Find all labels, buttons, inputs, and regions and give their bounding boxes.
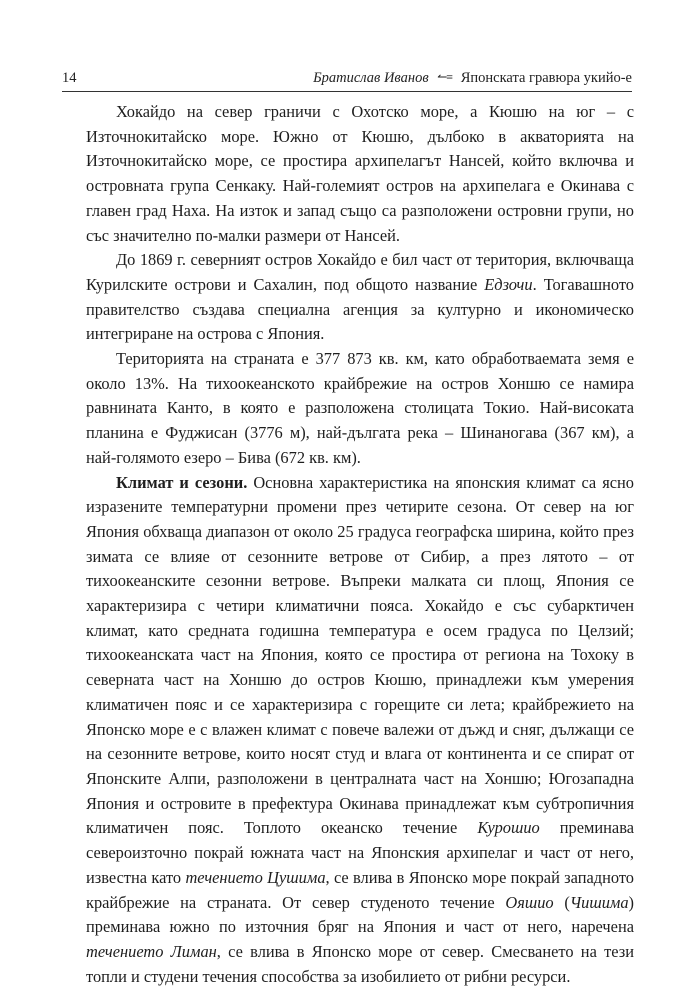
section-heading-climate: Климат и сезони. bbox=[116, 472, 248, 492]
paragraph-4-text-3: , се влива в Японско море покрай западното крайбрежие на страната. От север студеното течение bbox=[86, 867, 634, 912]
term-oyashio: Ояшио bbox=[505, 892, 554, 912]
paragraph-2 bbox=[86, 248, 634, 347]
paragraph-4-text-5: ) преминава южно по източния бряг на Япония и част от него, наречена bbox=[86, 892, 635, 937]
paragraph-3: Територията на страната е 377 873 кв. км, като обработваемата земя е около 13%. На тихоокеанското крайбрежие на остров Хоншю се намира равнината Канто, в която е разположена столицата Токио. Най-високата планина е Фуджисан (3776 м), най-дългата река – Шинаногава (367 км), а най-голямото езеро – Бива (672 кв. км). bbox=[86, 349, 634, 467]
paragraph-4-text-1: Основна характеристика на японския климат са ясно изразените температурни промени през четирите сезона. От север на юг Япония обхваща диапазон от около 25 градуса географска ширина, който през зимата се влияе от сезонните ветрове от Сибир, а през лятото – от тихоокеанските сезонни ветрове. Въпреки малката си площ, Япония се характеризира с четири климатични пояса. Хокайдо е със субарктичен климат, като средната годишна температура е осем градуса по Целзий; тихоокеанската част на Япония, която се простира от региона на Тохоку в северната част на Хоншю до остров Кюшю, принадлежи към умерения климатичен пояс и се характеризира с горещите си лета; крайбрежието на Японско море е с влажен климат с повече валежи от дъжд и сняг, дължащи се на сезонните ветрове, които носят студ и влага от континента и се спират от Японските Алпи, разположени в централната част на Хоншю; Югозападна Япония и островите в префектура Окинава принадлежат към субтропичния климатичен пояс. Топлото океанско течение bbox=[86, 472, 634, 838]
paragraph-2-text-b: . Тогавашното правителство създава специална агенция за културно и икономическо интегриране на острова с Япония. bbox=[86, 274, 634, 344]
running-head bbox=[62, 70, 632, 92]
term-liman-current: течението Лиман bbox=[86, 941, 217, 961]
author-name: Братислав Иванов bbox=[313, 70, 429, 86]
paragraph-1: Хокайдо на север граничи с Охотско море, а Кюшю на юг – с Източнокитайско море. Южно от Кюшю, дълбоко в акваторията на Източнокитайско море, се простира архипелагът Нансей, който включва и островната група Сенкаку. Най-големият остров на архипелага е Окинава с главен град Наха. На изток и запад също са разположени островни групи, но със значително по-малки размери от Нансей. bbox=[86, 102, 634, 245]
term-chishima: Чишима bbox=[569, 892, 629, 912]
term-edzochi: Едзочи bbox=[484, 274, 533, 294]
paragraph-4 bbox=[86, 471, 634, 990]
paragraph-4-text-2: преминава североизточно покрай южната част на Японския архипелаг и част от него, известна като bbox=[86, 818, 635, 887]
paragraph-4-text-6: , се влива в Японско море от север. Смесването на тези топли и студени течения способства за изобилието от рибни ресурси. bbox=[86, 941, 634, 986]
term-tsushima-current: течението Цушима bbox=[185, 867, 326, 887]
body-text bbox=[86, 100, 634, 989]
term-kuroshio: Курошио bbox=[477, 818, 540, 838]
paragraph-4-text-4: ( bbox=[553, 892, 570, 912]
paragraph-2-text-a: До 1869 г. северният остров Хокайдо е бил част от територия, включваща Курилските острови и Сахалин, под общото название bbox=[86, 250, 634, 294]
running-head-right bbox=[313, 70, 632, 87]
book-title: Японската гравюра укийо-е bbox=[460, 70, 632, 86]
page-number: 14 bbox=[62, 70, 77, 86]
header-divider bbox=[62, 91, 632, 92]
feather-arrow-icon: ↼≡ bbox=[437, 70, 453, 84]
